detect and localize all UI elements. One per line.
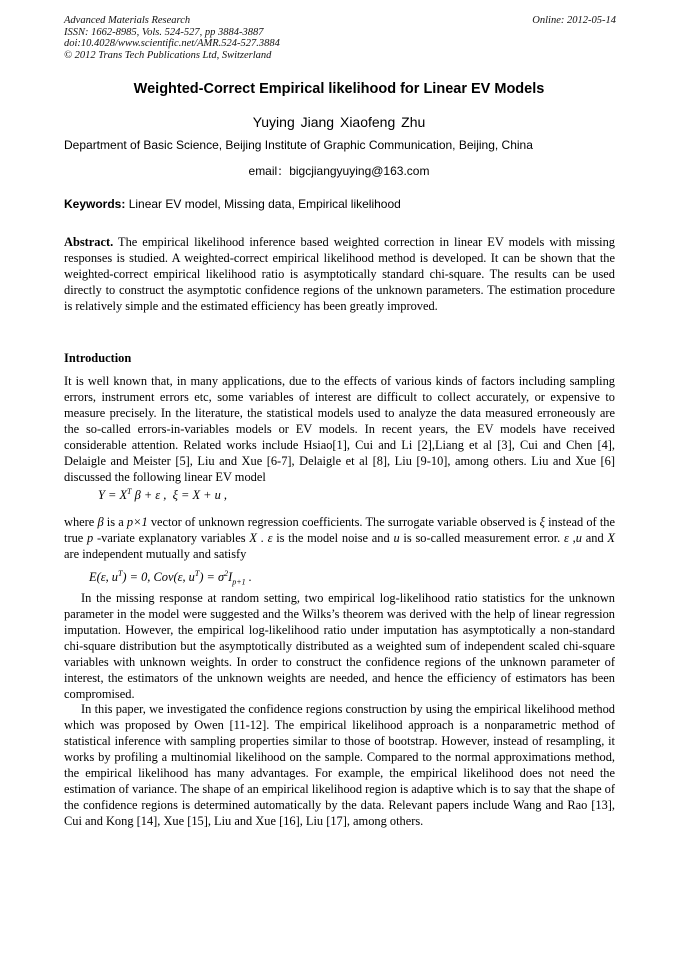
email: email：bigcjiangyuying@163.com [248, 164, 430, 178]
math-epsilon: ε [267, 531, 273, 545]
text-fragment: vector of unknown regression coefficients. The surrogate variable observed is [147, 515, 540, 529]
intro-paragraph-2 [64, 514, 615, 562]
model-equation: $Y = X^T$ β + ε , ξ = X + u , [98, 486, 227, 502]
text-fragment: -variate explanatory variables [93, 531, 250, 545]
doi-line: doi:10.4028/www.scientific.net/AMR.524-527.3884 [64, 38, 280, 49]
abstract-text: The empirical likelihood inference based weighted correction in linear EV models with missing responses is studied. A weighted-correct empirical likelihood method is developed. It can be shown that the weighted-correct empirical likelihood ratio is asymptotically standard chi-square. The results can be used directly to construct the asymptotic confidence regions of the unknown parameters. The estimation procedure is relatively simple and the estimated efficiency has been greatly improved. [64, 235, 615, 313]
text-fragment: is a [103, 515, 127, 529]
math-beta: β [97, 515, 104, 529]
math-x: X [249, 531, 257, 545]
intro-paragraph-4: In this paper, we investigated the confidence regions construction by using the empirical likelihood method which was proposed by Owen [11-12]. The empirical likelihood approach is a nonparametric method of statistical inference with sampling properties similar to those of bootstrap. However, instead of resampling, it works by profiling a multinomial likelihood on the sample. Compared to the normal approximations method, the empirical likelihood has many advantages. For example, the empirical likelihood does not need the estimation of variance. The shape of an empirical likelihood region is adaptive which is to say that the shape of the confidence regions is determined automatically by the data. Relevant papers include Wang and Rao [13], Cui and Kong [14], Xue [15], Liu and Xue [16], Liu [17], among others. [64, 702, 615, 828]
text-fragment: , [568, 531, 576, 545]
math-u: u [575, 531, 582, 545]
covariance-equation: E(ε, $u^T) = 0$, Cov(ε, $u^T) = \sigma^2I_{p+1}$ . [89, 568, 252, 587]
math-p: p [87, 531, 94, 545]
text-fragment: is so-called measurement error. [399, 531, 565, 545]
math-u: u [393, 531, 400, 545]
journal-header [64, 15, 616, 61]
math-epsilon: ε [564, 531, 569, 545]
text-fragment: where [64, 515, 98, 529]
affiliation: Department of Basic Science, Beijing Institute of Graphic Communication, Beijing, China [64, 138, 533, 152]
text-fragment: instead of the true [64, 515, 615, 545]
text-fragment: . [256, 531, 268, 545]
online-date: Online: 2012-05-14 [532, 15, 616, 26]
intro-paragraph-3: In the missing response at random setting, two empirical log-likelihood ratio statistics for the unknown parameter in the model were suggested and the Wilks’s theorem was derived with the help of linear regression imputation. However, the empirical log-likelihood ratio under imputation has asymptotically a non-standard chi-square distribution but the asymptotically distributed as a weighted sum of independent scaled chi-square variables with unknown weights. In order to construct the confidence regions of the unknown parameter of interest, the estimators of the unknown weights are needed, and hence the efficiency of estimators has been compromised. [64, 591, 615, 701]
abstract-label: Abstract. [64, 235, 114, 249]
keywords-text: Linear EV model, Missing data, Empirical likelihood [125, 197, 401, 211]
intro-paragraph-1: It is well known that, in many applications, due to the effects of various kinds of factors including sampling errors, instrument errors etc, some variables of interest are difficult to collect accurately, or expensive to measure precisely. In the literature, the statistical models used to analyze the data measured erroneously are the so-called errors-in-variables models or EV models. In recent years, the EV models have received considerable attention. Related works include Hsiao[1], Cui and Li [2],Liang et al [3], Cui and Chen [4], Delaigle and Meister [5], Liu and Xue [6-7], Delaigle et al [8], Liu [9-10], among others. Liu and Xue [6] discussed the following linear EV model [64, 374, 615, 484]
keywords-label: Keywords: [64, 197, 126, 211]
journal-name: Advanced Materials Research [64, 15, 191, 26]
section-heading: Introduction [64, 351, 132, 365]
text-fragment: and [582, 531, 608, 545]
text-fragment: are independent mutually and satisfy [64, 547, 247, 561]
issn-line: ISSN: 1662-8985, Vols. 524-527, pp 3884-3887 [64, 26, 264, 38]
paper-authors: Yuying Jiang Xiaofeng Zhu [252, 114, 426, 130]
math-dimension: p×1 [126, 515, 148, 529]
math-xi: ξ [539, 515, 545, 529]
text-fragment: is the model noise and [272, 531, 394, 545]
paper-title: Weighted-Correct Empirical likelihood for Linear EV Models [133, 81, 545, 97]
abstract [64, 234, 615, 314]
keywords [64, 197, 401, 211]
copyright-line: © 2012 Trans Tech Publications Ltd, Switzerland [64, 49, 272, 61]
math-x: X [607, 531, 615, 545]
